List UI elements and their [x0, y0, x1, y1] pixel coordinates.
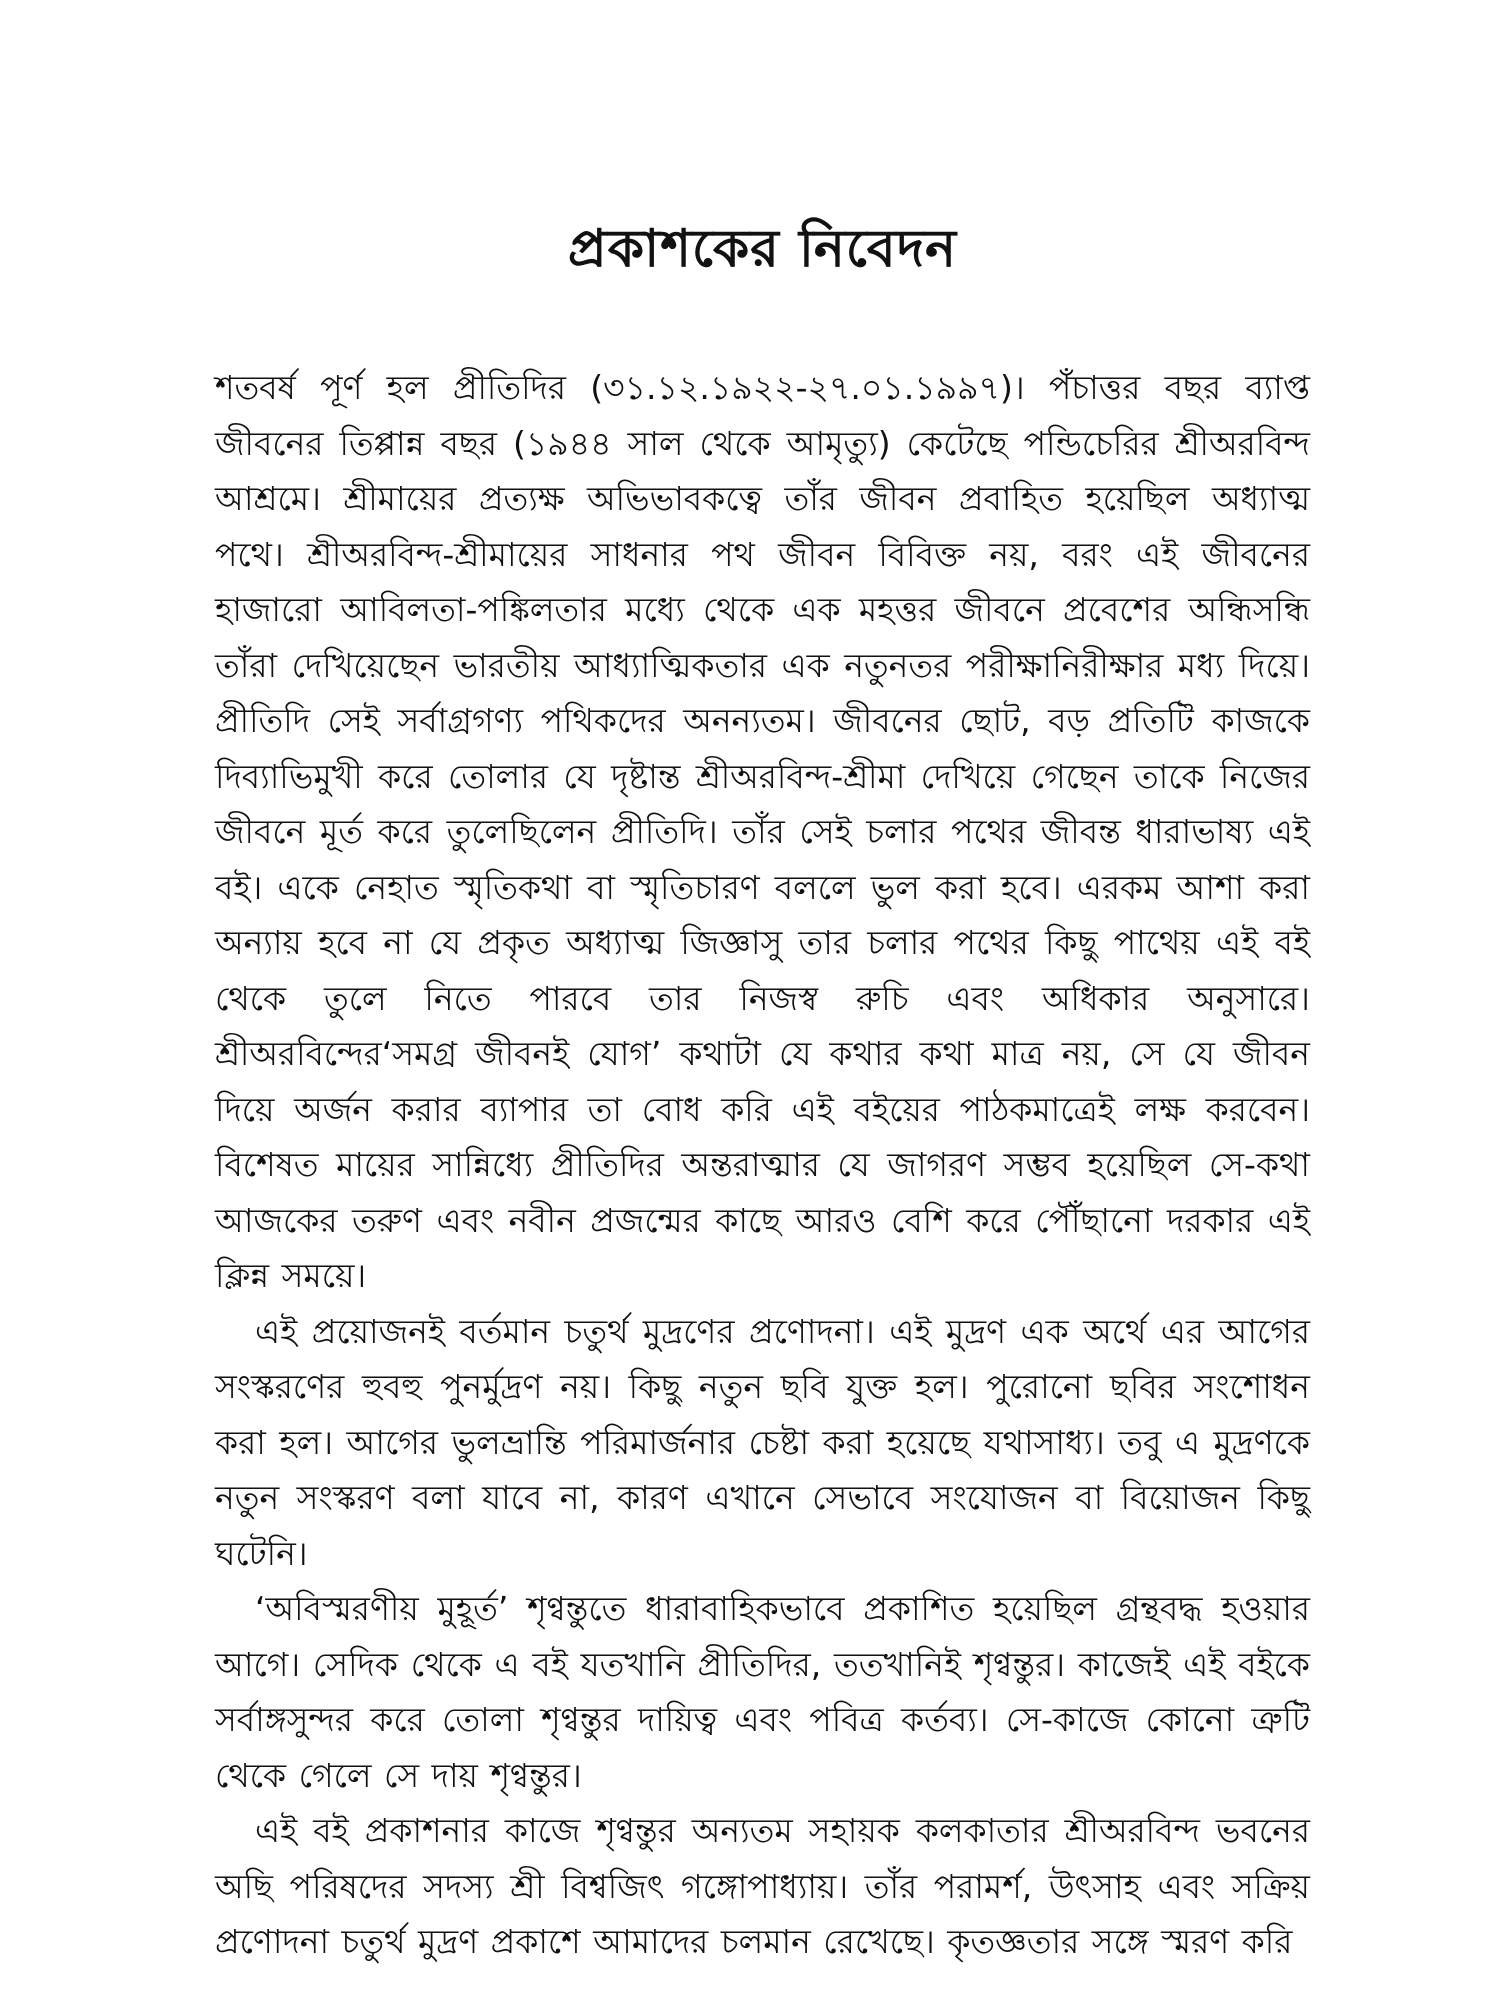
paragraph-1: শতবর্ষ পূর্ণ হল প্রীতিদির (৩১.১২.১৯২২-২৭.০১.১৯৯৭)। পঁচাত্তর বছর ব্যাপ্ত জীবনের তিপ্পান্ন বছর (১৯৪৪ সাল থেকে আমৃত্যু) কেটেছে পন্ডিচেরির শ্রীঅরবিন্দ আশ্রমে। শ্রীমায়ের প্রত্যক্ষ অভিভাবকত্বে তাঁর জীবন প্রবাহিত হয়েছিল অধ্যাত্ম পথে। শ্রীঅরবিন্দ-শ্রীমায়ের সাধনার পথ জীবন বিবিক্ত নয়, বরং এই জীবনের হাজারো আবিলতা-পঙ্কিলতার মধ্যে থেকে এক মহত্তর জীবনে প্রবেশের অন্ধিসন্ধি তাঁরা দেখিয়েছেন ভারতীয় আধ্যাত্মিকতার এক নতুনতর পরীক্ষানিরীক্ষার মধ্য দিয়ে। প্রীতিদি সেই সর্বাগ্রগণ্য পথিকদের অনন্যতম। জীবনের ছোট, বড় প্রতিটি কাজকে দিব্যাভিমুখী করে তোলার যে দৃষ্টান্ত শ্রীঅরবিন্দ-শ্রীমা দেখিয়ে গেছেন তাকে নিজের জীবনে মূর্ত করে তুলেছিলেন প্রীতিদি। তাঁর সেই চলার পথের জীবন্ত ধারাভাষ্য এই বই। একে নেহাত স্মৃতিকথা বা স্মৃতিচারণ বললে ভুল করা হবে। এরকম আশা করা অন্যায় হবে না যে প্রকৃত অধ্যাত্ম জিজ্ঞাসু তার চলার পথের কিছু পাথেয় এই বই থেকে তুলে নিতে পারবে তার নিজস্ব রুচি এবং অধিকার অনুসারে। শ্রীঅরবিন্দের‘সমগ্র জীবনই যোগ’ কথাটা যে কথার কথা মাত্র নয়, সে যে জীবন দিয়ে অর্জন করার ব্যাপার তা বোধ করি এই বইয়ের পাঠকমাত্রেই লক্ষ করবেন। বিশেষত মায়ের সান্নিধ্যে প্রীতিদির অন্তরাত্মার যে জাগরণ সম্ভব হয়েছিল সে-কথা আজকের তরুণ এবং নবীন প্রজন্মের কাছে আরও বেশি করে পৌঁছানো দরকার এই ক্লিন্ন সময়ে। [215, 368, 1310, 1295]
page-body [215, 360, 1310, 1970]
page-title: প্রকাশকের নিবেদন [567, 219, 958, 279]
paragraph-2: এই প্রয়োজনই বর্তমান চতুর্থ মুদ্রণের প্রণোদনা। এই মুদ্রণ এক অর্থে এর আগের সংস্করণের হুবহু পুনর্মুদ্রণ নয়। কিছু নতুন ছবি যুক্ত হল। পুরোনো ছবির সংশোধন করা হল। আগের ভুলভ্রান্তি পরিমার্জনার চেষ্টা করা হয়েছে যথাসাধ্য। তবু এ মুদ্রণকে নতুন সংস্করণ বলা যাবে না, কারণ এখানে সেভাবে সংযোজন বা বিয়োজন কিছু ঘটেনি। [215, 1311, 1310, 1573]
paragraph-4: এই বই প্রকাশনার কাজে শৃণ্বন্তুর অন্যতম সহায়ক কলকাতার শ্রীঅরবিন্দ ভবনের অছি পরিষদের সদস্য শ্রী বিশ্বজিৎ গঙ্গোপাধ্যায়। তাঁর পরামর্শ, উৎসাহ এবং সক্রিয় প্রণোদনা চতুর্থ মুদ্রণ প্রকাশে আমাদের চলমান রেখেছে। কৃতজ্ঞতার সঙ্গে স্মরণ করি [215, 1811, 1310, 1961]
paragraph-3: ‘অবিস্মরণীয় মুহূর্ত’ শৃণ্বন্তুতে ধারাবাহিকভাবে প্রকাশিত হয়েছিল গ্রন্থবদ্ধ হওয়ার আগে। সেদিক থেকে এ বই যতখানি প্রীতিদির, ততখানিই শৃণ্বন্তুর। কাজেই এই বইকে সর্বাঙ্গসুন্দর করে তোলা শৃণ্বন্তুর দায়িত্ব এবং পবিত্র কর্তব্য। সে-কাজে কোনো ত্রুটি থেকে গেলে সে দায় শৃণ্বন্তুর। [215, 1589, 1310, 1795]
